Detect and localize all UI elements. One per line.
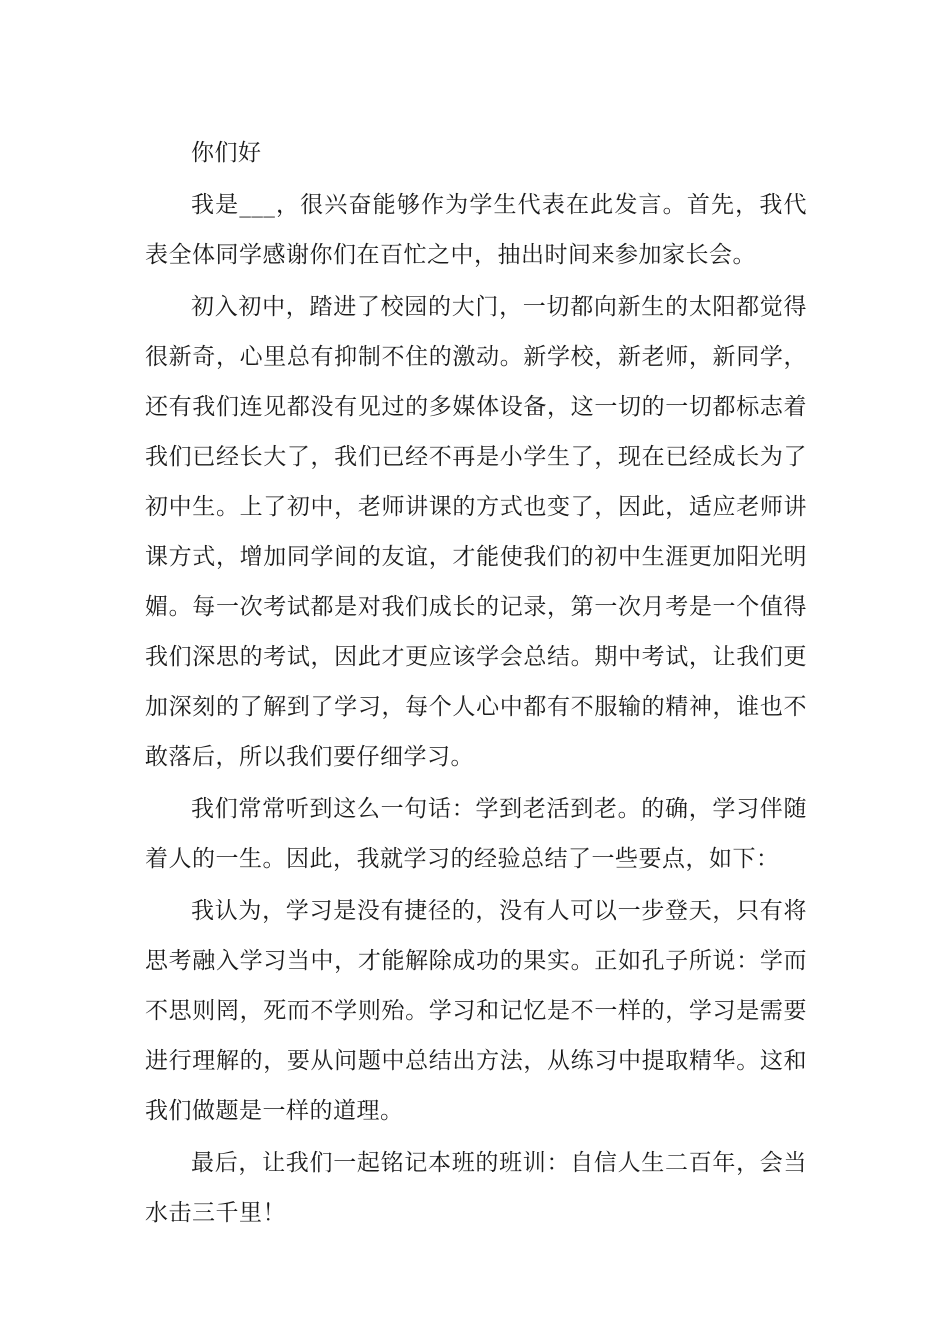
junior-high-paragraph: 初入初中，踏进了校园的大门，一切都向新生的太阳都觉得很新奇，心里总有抑制不住的激动。新学校，新老师，新同学，还有我们连见都没有见过的多媒体设备，这一切的一切都标志着我们已经长大了，我们已经不再是小学生了，现在已经成长为了初中生。上了初中，老师讲课的方式也变了，因此，适应老师讲课方式，增加同学间的友谊，才能使我们的初中生涯更加阳光明媚。每一次考试都是对我们成长的记录，第一次月考是一个值得我们深思的考试，因此才更应该学会总结。期中考试，让我们更加深刻的了解到了学习，每个人心中都有不服输的精神，谁也不敢落后，所以我们要仔细学习。: [145, 294, 807, 770]
closing-paragraph: 最后，让我们一起铭记本班的班训：自信人生二百年，会当水击三千里！: [145, 1150, 807, 1226]
lifelong-learning-paragraph: 我们常常听到这么一句话：学到老活到老。的确，学习伴随着人的一生。因此，我就学习的经验总结了一些要点，如下：: [145, 796, 807, 872]
intro-paragraph: 我是___，很兴奋能够作为学生代表在此发言。首先，我代表全体同学感谢你们在百忙之中，抽出时间来参加家长会。: [145, 192, 807, 268]
greeting-paragraph: 你们好: [191, 140, 262, 166]
document-body: [145, 128, 807, 1240]
study-method-paragraph: 我认为，学习是没有捷径的，没有人可以一步登天，只有将思考融入学习当中，才能解除成功的果实。正如孔子所说：学而不思则罔，死而不学则殆。学习和记忆是不一样的，学习是需要进行理解的，要从问题中总结出方法，从练习中提取精华。这和我们做题是一样的道理。: [145, 898, 807, 1124]
